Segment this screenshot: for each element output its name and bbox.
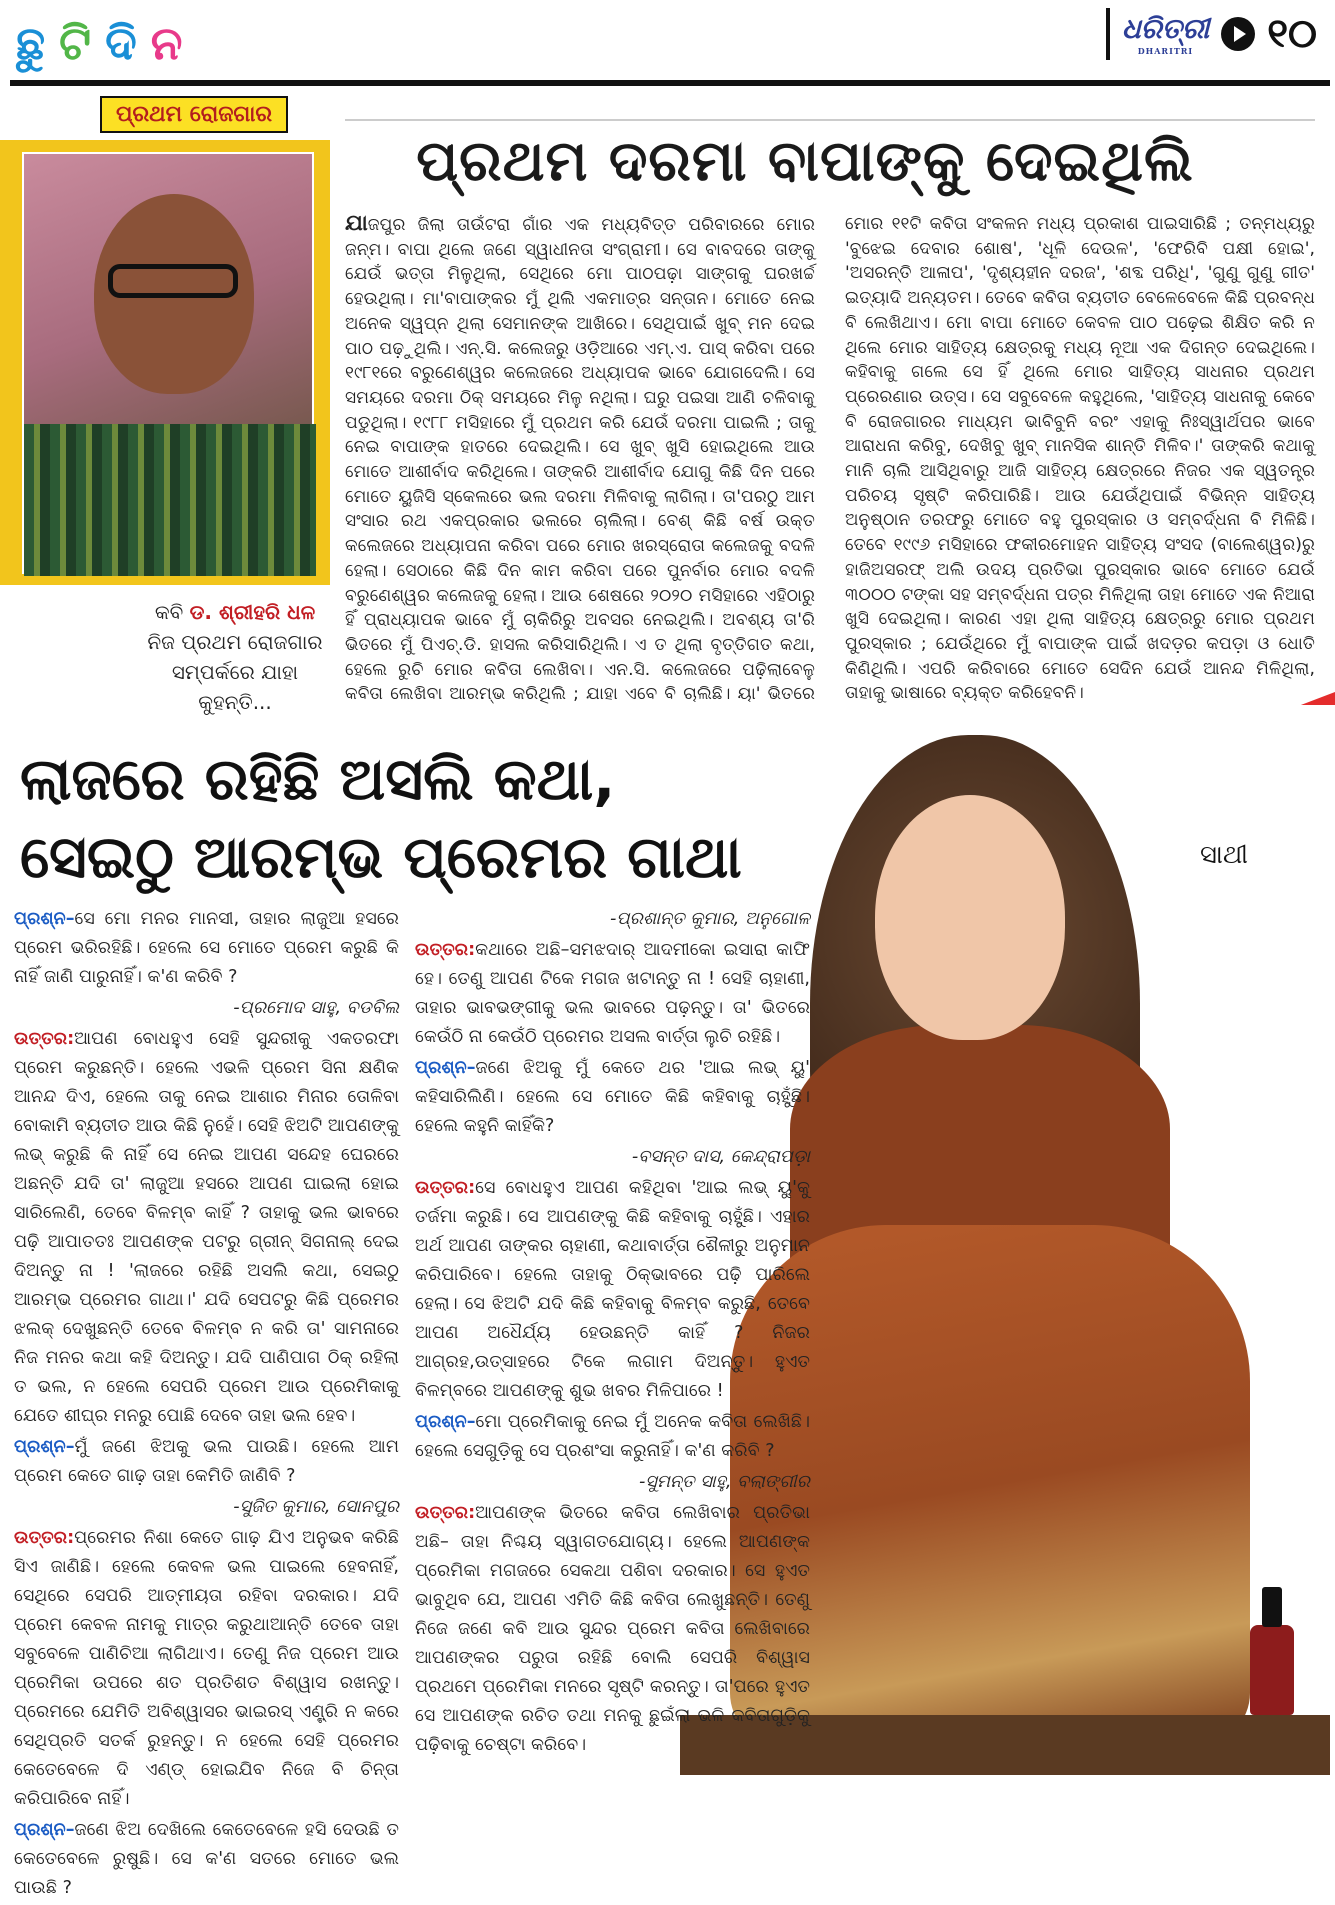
qa-column-left xyxy=(14,905,399,1905)
question xyxy=(415,1408,810,1466)
drop-cap: ଯା xyxy=(345,211,368,236)
byline: ସାଥୀ xyxy=(1200,840,1248,870)
headline-rule xyxy=(345,119,1315,121)
question xyxy=(14,1433,399,1491)
photo-glasses xyxy=(108,264,238,298)
question xyxy=(415,1054,810,1141)
reader-attribution: -ବସନ୍ତ ଦାସ, କେନ୍ଦ୍ରାପଡ଼ା xyxy=(631,1147,810,1167)
answer xyxy=(415,1174,810,1406)
section-letter: ଛୁ xyxy=(16,16,46,70)
answer-label: ଉତ୍ତର: xyxy=(14,1528,75,1548)
question-label: ପ୍ରଶ୍ନ– xyxy=(14,909,75,929)
qa-headline xyxy=(20,740,840,896)
author-photo xyxy=(22,152,314,574)
answer xyxy=(415,936,810,1052)
section-letter: ଟି xyxy=(59,16,92,70)
play-icon xyxy=(1221,17,1255,51)
photo-face xyxy=(875,795,1065,1040)
publication-block xyxy=(1106,8,1317,60)
publication-sub: DHARITRI xyxy=(1137,46,1194,56)
question-label: ପ୍ରଶ୍ନ– xyxy=(14,1820,75,1840)
section-letter: ନ xyxy=(150,16,183,70)
answer xyxy=(14,1025,399,1431)
reader-attribution: -ପ୍ରଶାନ୍ତ କୁମାର, ଅନୁଗୋଳ xyxy=(610,909,810,929)
answer xyxy=(415,1499,810,1760)
reader-attribution: -ସୁମନ୍ତ ସାହୁ, ବଲାଙ୍ଗୀର xyxy=(638,1472,810,1492)
headline-line-1: ଲାଜରେ ରହିଛି ଅସଲି କଥା, xyxy=(20,745,616,813)
answer-text: କଥାରେ ଅଛି–ସମଝଦାର୍ ଆଦମୀକୋ ଇସାରା କାଫି ହେ। ତେଣୁ ଆପଣ ଟିକେ ମଗଜ ଖଟାନ୍ତୁ ନା ! ସେହି ଚାହାଣୀ, ତାହାର ଭାବଭଙ୍ଗୀକୁ ଭଲ ଭାବରେ ପଢ଼ନ୍ତୁ। ତା' ଭିତରେ କେଉଁଠି ନା କେଉଁଠି ପ୍ରେମର ଅସଲ ବାର୍ତ୍ତା ଲୁଚି ରହିଛି। xyxy=(415,940,810,1047)
question xyxy=(14,905,399,992)
question-label: ପ୍ରଶ୍ନ– xyxy=(415,1412,476,1432)
question-text: ଜଣେ ଝିଅ ଦେଖିଲେ କେତେବେଳେ ହସି ଦେଉଛି ତ କେତେବେଳେ ରୁଷୁଛି। ସେ କ'ଣ ସତରେ ମୋତେ ଭଲ ପାଉଛି ? xyxy=(14,1820,399,1898)
answer-label: ଉତ୍ତର: xyxy=(14,1029,75,1049)
story-first-salary xyxy=(0,92,1335,732)
question-text: ମୋ ପ୍ରେମିକାକୁ ନେଇ ମୁଁ ଅନେକ କବିତା ଲେଖିଛି। ହେଲେ ସେଗୁଡ଼ିକୁ ସେ ପ୍ରଶଂସା କରୁନାହିଁ। କ'ଣ କରିବି ? xyxy=(415,1412,810,1461)
question-label: ପ୍ରଶ୍ନ– xyxy=(14,1437,75,1457)
answer xyxy=(14,1524,399,1814)
answer-text: ଆପଣ ବୋଧହୁଏ ସେହି ସୁନ୍ଦରୀକୁ ଏକତରଫା ପ୍ରେମ କରୁଛନ୍ତି। ହେଲେ ଏଭଳି ପ୍ରେମ ସିନା କ୍ଷଣିକ ଆନନ୍ଦ ଦିଏ, ହେଲେ ତାକୁ ନେଇ ଆଶାର ମିନାର ତୋଳିବା ବୋକାମି ବ୍ୟତୀତ ଆଉ କିଛି ନୁହେଁ। ସେହି ଝିଅଟି ଆପଣଙ୍କୁ ଲଭ୍ କରୁଛି କି ନାହିଁ ସେ ନେଇ ଆପଣ ସନ୍ଦେହ ଘେରରେ ଅଛନ୍ତି ଯଦି ତା' ଲାଜୁଆ ହସରେ ଆପଣ ଘାଇଲା ହୋଇ ସାରିଲେଣି, ତେବେ ବିଳମ୍ବ କାହିଁ ? ତାହାକୁ ଭଲ ଭାବରେ ପଢ଼ି ଆପାତତଃ ଆପଣଙ୍କ ପଟରୁ ଗ୍ରୀନ୍ ସିଗନାଲ୍ ଦେଇ ଦିଅନ୍ତୁ ନା ! 'ଲାଜରେ ରହିଛି ଅସଲି କଥା, ସେଇଠୁ ଆରମ୍ଭ ପ୍ରେମର ଗାଥା।' ଯଦି ସେପଟରୁ କିଛି ପ୍ରେମର ଝଲକ୍ ଦେଖୁଛନ୍ତି ତେବେ ବିଳମ୍ବ ନ କରି ତା' ସାମନାରେ ନିଜ ମନର କଥା କହି ଦିଅନ୍ତୁ। ଯଦି ପାଣିପାଗ ଠିକ୍ ରହିଲା ତ ଭଲ, ନ ହେଲେ ସେପରି ପ୍ରେମ ଆଉ ପ୍ରେମିକାକୁ ଯେତେ ଶୀଘ୍ର ମନରୁ ପୋଛି ଦେବେ ତାହା ଭଲ ହେବ। xyxy=(14,1029,399,1426)
question-text: ଜଣେ ଝିଅକୁ ମୁଁ କେତେ ଥର 'ଆଇ ଲଭ୍ ୟୁ' କହିସାରିଲିଣି। ହେଲେ ସେ ମୋତେ କିଛି କହିବାକୁ ଚାହୁଁଛି। ହେଲେ କହୁନି କାହିଁକି? xyxy=(415,1058,810,1136)
divider xyxy=(1106,8,1110,60)
answer-text: ପ୍ରେମର ନିଶା କେତେ ଗାଢ଼ ଯିଏ ଅନୁଭବ କରିଛି ସିଏ ଜାଣିଛି। ହେଲେ କେବଳ ଭଲ ପାଇଲେ ହେବନାହିଁ, ସେଥିରେ ସେପରି ଆତ୍ମୀୟତା ରହିବା ଦରକାର। ଯଦି ପ୍ରେମ କେବଳ ନାମକୁ ମାତ୍ର କରୁଥାଆନ୍ତି ତେବେ ତାହା ସବୁବେଳେ ପାଣିଚିଆ ଲାଗିଥାଏ। ତେଣୁ ନିଜ ପ୍ରେମ ଆଉ ପ୍ରେମିକା ଉପରେ ଶତ ପ୍ରତିଶତ ବିଶ୍ୱାସ ରଖନ୍ତୁ। ପ୍ରେମରେ ଯେମିତି ଅବିଶ୍ୱାସର ଭାଇରସ୍ ଏଣ୍ଟ୍ରି ନ କରେ ସେଥିପ୍ରତି ସତର୍କ ରୁହନ୍ତୁ। ନ ହେଲେ ସେହି ପ୍ରେମର କେତେବେଳେ ଦି ଏଣ୍ଡ୍ ହୋଇଯିବ ନିଜେ ବି ଚିନ୍ତା କରିପାରିବେ ନାହିଁ। xyxy=(14,1528,399,1809)
reader-attribution: -ସୁଜିତ କୁମାର, ସୋନପୁର xyxy=(233,1497,399,1517)
section-title xyxy=(10,8,188,78)
answer-label: ଉତ୍ତର: xyxy=(415,1178,476,1198)
answer-label: ଉତ୍ତର: xyxy=(415,940,476,960)
reader-attribution: -ପ୍ରମୋଦ ସାହୁ, ବଡବିଲ xyxy=(233,998,399,1018)
section-letter: ଦି xyxy=(105,16,137,70)
nail-polish-bottle xyxy=(1250,1625,1294,1715)
page-number: ୧୦ xyxy=(1267,11,1317,57)
story-text: ଜପୁର ଜିଲା ତାଉଁଟରା ଗାଁର ଏକ ମଧ୍ୟବିତ୍ତ ପରିବାରରେ ମୋର ଜନ୍ମ। ବାପା ଥିଲେ ଜଣେ ସ୍ୱାଧୀନତା ସଂଗ୍ରାମୀ। ସେ ବାବଦରେ ତାଙ୍କୁ ଯେଉଁ ଭତ୍ତା ମିଳୁଥିଲା, ସେଥିରେ ମୋ ପାଠପଢ଼ା ସାଙ୍ଗକୁ ଘରଖର୍ଚ୍ଚ ହେଉଥିଲା। ମା'ବାପାଙ୍କର ମୁଁ ଥିଲି ଏକମାତ୍ର ସନ୍ତାନ। ମୋତେ ନେଇ ଅନେକ ସ୍ୱପ୍ନ ଥିଲା ସେମାନଙ୍କ ଆଖିରେ। ସେଥିପାଇଁ ଖୁବ୍ ମନ ଦେଇ ପାଠ ପଢ଼ୁଥିଲି। ଏନ୍.ସି. କଲେଜରୁ ଓଡ଼ିଆରେ ଏମ୍.ଏ. ପାସ୍ କରିବା ପରେ ୧୯୮୧ରେ ବରୁଣେଶ୍ୱର କଲେଜରେ ଅଧ୍ୟାପକ ଭାବେ ଯୋଗଦେଲି। ସେ ସମୟରେ ଦରମା ଠିକ୍ ସମୟରେ ମିଳୁ ନଥିଲା। ଘରୁ ପଇସା ଆଣି ଚଳିବାକୁ ପଡୁଥିଲା। ୧୯୮୮ ମସିହାରେ ମୁଁ ପ୍ରଥମ କରି ଯେଉଁ ଦରମା ପାଇଲି ; ତାକୁ ନେଇ ବାପାଙ୍କ ହାତରେ ଦେଇଥିଲି। ସେ ଖୁବ୍ ଖୁସି ହୋଇଥିଲେ ଆଉ ମୋତେ ଆଶୀର୍ବାଦ କରିଥିଲେ। ତାଙ୍କରି ଆଶୀର୍ବାଦ ଯୋଗୁ କିଛି ଦିନ ପରେ ମୋତେ ୟୁଜିସି ସ୍କେଲରେ ଭଲ ଦରମା ମିଳିବାକୁ ଲାଗିଲା। ତା'ପରଠୁ ଆମ ସଂସାର ରଥ ଏକପ୍ରକାର ଭଲରେ ଚାଲିଲା। ବେଶ୍ କିଛି ବର୍ଷ ଉକ୍ତ କଲେଜରେ ଅଧ୍ୟାପନା କରିବା ପରେ ମୋର ଖରସ୍ରୋତା କଲେଜକୁ ବଦଳି ହେଲା। ସେଠାରେ କିଛି ଦିନ କାମ କରିବା ପରେ ପୁନର୍ବାର ମୋର ବଦଳି ବରୁଣେଶ୍ୱର କଲେଜକୁ ହେଲା। ଆଉ ଶେଷରେ ୨୦୨୦ ମସିହାରେ ଏହିଠାରୁ ହିଁ ପ୍ରାଧ୍ୟାପକ ଭାବେ ମୁଁ ଚାକିରିରୁ ଅବସର ନେଇଥିଲି। ଅବଶ୍ୟ ତା'ରି ଭିତରେ ମୁଁ ପିଏଚ୍.ଡି. ହାସଲ କରିସାରିଥିଲି। ଏ ତ ଥିଲା ବୃତ୍ତିଗତ କଥା, ହେଲେ ରୁଚି ମୋର କବିତା ଲେଖିବା। ଏନ.ସି. କଲେଜରେ ପଢ଼ିଲାବେଳୁ କବିତା ଲେଖିବା ଆରମ୍ଭ କରିଥିଲି ; ଯାହା ଏବେ ବି ଚାଲିଛି। ୟା' ଭିତରେ ମୋର ୧୧ଟି କବିତା ସଂକଳନ ମଧ୍ୟ ପ୍ରକାଶ ପାଇସାରିଛି ; ତନ୍ମଧ୍ୟରୁ 'ବୁଝେଇ ଦେବାର ଶୋଷ', 'ଧୂଳି ଦେଉଳ', 'ଫେରିବି ପକ୍ଷୀ ହୋଇ', 'ଅସରନ୍ତି ଆଳାପ', 'ଦୃଶ୍ୟହୀନ ଦରଜ', 'ଶବ୍ଦ ପରିଧି', 'ଗୁଣୁ ଗୁଣୁ ଗୀତ' ଇତ୍ୟାଦି ଅନ୍ୟତମ। ତେବେ କବିତା ବ୍ୟତୀତ ବେଳେବେଳେ କିଛି ପ୍ରବନ୍ଧ ବି ଲେଖିଥାଏ। ମୋ ବାପା ମୋତେ କେବଳ ପାଠ ପଢ଼େଇ ଶିକ୍ଷିତ କରି ନ ଥିଲେ ମୋର ସାହିତ୍ୟ କ୍ଷେତ୍ରକୁ ମଧ୍ୟ ନୂଆ ଏକ ଦିଗନ୍ତ ଦେଇଥିଲେ। କହିବାକୁ ଗଲେ ସେ ହିଁ ଥିଲେ ମୋର ସାହିତ୍ୟ ସାଧନାର ପ୍ରଥମ ପ୍ରେରଣାର ଉତ୍ସ। ସେ ସବୁବେଳେ କହୁଥିଲେ, 'ସାହିତ୍ୟ ସାଧନାକୁ କେବେ ବି ରୋଜଗାରର ମାଧ୍ୟମ ଭାବିବୁନି ବରଂ ଏହାକୁ ନିଃସ୍ୱାର୍ଥପର ଭାବେ ଆରାଧନା କରିବୁ, ଦେଖିବୁ ଖୁବ୍ ମାନସିକ ଶାନ୍ତି ମିଳିବ।' ତାଙ୍କରି କଥାକୁ ମାନି ଚାଲି ଆସିଥିବାରୁ ଆଜି ସାହିତ୍ୟ କ୍ଷେତ୍ରରେ ନିଜର ଏକ ସ୍ୱତନ୍ତ୍ର ପରିଚୟ ସୃଷ୍ଟି କରିପାରିଛି। ଆଉ ଯେଉଁଥିପାଇଁ ବିଭିନ୍ନ ସାହିତ୍ୟ ଅନୁଷ୍ଠାନ ତରଫରୁ ମୋତେ ବହୁ ପୁରସ୍କାର ଓ ସମ୍ବର୍ଦ୍ଧନା ବି ମିଳିଛି। ତେବେ ୧୯୯୬ ମସିହାରେ ଫକୀରମୋହନ ସାହିତ୍ୟ ସଂସଦ (ବାଲେଶ୍ୱର)ରୁ ହାଜିଅସରଫ୍ ଅଲି ଉଦୟ ପ୍ରତିଭା ପୁରସ୍କାର ଭାବେ ମୋତେ ଯେଉଁ ୩୦୦୦ ଟଙ୍କା ସହ ସମ୍ବର୍ଦ୍ଧନା ପତ୍ର ମିଳିଥିଲା ତାହା ମୋତେ ଏକ ନିଆରା ଖୁସି ଦେଇଥିଲା। କାରଣ ଏହା ଥିଲା ସାହିତ୍ୟ କ୍ଷେତ୍ରରୁ ମୋର ପ୍ରଥମ ପୁରସ୍କାର ; ଯେଉଁଥିରେ ମୁଁ ବାପାଙ୍କ ପାଇଁ ଖଦଡ଼ର କପଡ଼ା ଓ ଧୋତି କିଣିଥିଲି। ଏପରି କରିବାରେ ମୋତେ ସେଦିନ ଯେଉଁ ଆନନ୍ଦ ମିଳିଥିଲା, ତାହାକୁ ଭାଷାରେ ବ୍ୟକ୍ତ କରିହେବନି। xyxy=(345,214,1315,705)
question-label: ପ୍ରଶ୍ନ– xyxy=(415,1058,476,1078)
caption-text: ନିଜ ପ୍ରଥମ ରୋଜଗାର ସମ୍ପର୍କରେ ଯାହା କୁହନ୍ତି... xyxy=(147,630,323,714)
question-text: ସେ ମୋ ମନର ମାନସୀ, ତାହାର ଲାଜୁଆ ହସରେ ପ୍ରେମ ଭରିରହିଛି। ହେଲେ ସେ ମୋତେ ପ୍ରେମ କରୁଛି କି ନାହିଁ ଜାଣି ପାରୁନାହିଁ। କ'ଣ କରିବି ? xyxy=(14,909,399,987)
page-header xyxy=(0,0,1335,92)
photo-caption xyxy=(140,597,330,717)
header-rule xyxy=(10,80,1330,86)
answer-text: ସେ ବୋଧହୁଏ ଆପଣ କହିଥିବା 'ଆଇ ଲଭ୍ ୟୁ'କୁ ତର୍ଜମା କରୁଛି। ସେ ଆପଣଙ୍କୁ କିଛି କହିବାକୁ ଚାହୁଁଛି। ଏହାର ଅର୍ଥ ଆପଣ ତାଙ୍କର ଚାହାଣୀ, କଥାବାର୍ତ୍ତା ଶୈଳୀରୁ ଅନୁମାନ କରିପାରିବେ। ହେଲେ ତାହାକୁ ଠିକ୍‌ଭାବରେ ପଢ଼ି ପାରିଲେ ହେଲା। ସେ ଝିଅଟି ଯଦି କିଛି କହିବାକୁ ବିଳମ୍ବ କରୁଛି, ତେବେ ଆପଣ ଅଧୈର୍ଯ୍ୟ ହେଉଛନ୍ତି କାହିଁ ? ନିଜର ଆଗ୍ରହ,ଉତ୍ସାହରେ ଟିକେ ଲଗାମ ଦିଅନ୍ତୁ। ହୁଏତ ବିଳମ୍ବରେ ଆପଣଙ୍କୁ ଶୁଭ ଖବର ମିଳିପାରେ ! xyxy=(415,1178,810,1401)
story-headline: ପ୍ରଥମ ଦରମା ବାପାଙ୍କୁ ଦେଇଥିଲି xyxy=(416,129,1194,194)
story-tag: ପ୍ରଥମ ରୋଜଗାର xyxy=(100,96,288,133)
caption-name: ଡ. ଶ୍ରୀହରି ଧଳ xyxy=(189,600,316,624)
publication-name: ଧରିତ୍ରୀ xyxy=(1121,12,1210,45)
answer-label: ଉତ୍ତର: xyxy=(415,1503,476,1523)
headline-line-2: ସେଇଠୁ ଆରମ୍ଭ ପ୍ରେମର ଗାଥା xyxy=(20,823,742,891)
caption-prefix: କବି xyxy=(154,600,190,624)
question xyxy=(14,1816,399,1903)
qa-column-right xyxy=(415,905,810,1762)
photo-shirt xyxy=(24,424,316,576)
answer-text: ଆପଣଙ୍କ ଭିତରେ କବିତା ଲେଖିବାର ପ୍ରତିଭା ଅଛି– ତାହା ନିଶ୍ଚୟ ସ୍ୱାଗତଯୋଗ୍ୟ। ହେଲେ ଆପଣଙ୍କ ପ୍ରେମିକା ମଗଜରେ ସେକଥା ପଶିବା ଦରକାର। ସେ ହୁଏତ ଭାବୁଥିବ ଯେ, ଆପଣ ଏମିତି କିଛି କବିତା ଲେଖୁଛନ୍ତି। ତେଣୁ ନିଜେ ଜଣେ କବି ଆଉ ସୁନ୍ଦର ପ୍ରେମ କବିତା ଲେଖିବାରେ ଆପଣଙ୍କର ପରୁତା ରହିଛି ବୋଲି ସେପରି ବିଶ୍ୱାସ ପ୍ରଥମେ ପ୍ରେମିକା ମନରେ ସୃଷ୍ଟି କରନ୍ତୁ। ତା'ପରେ ହୁଏତ ସେ ଆପଣଙ୍କ ରଚିତ ତଥା ମନକୁ ଛୁଇଁଲା ଭଳି କବିତାଗୁଡ଼ିକୁ ପଢ଼ିବାକୁ ଚେଷ୍ଟା କରିବେ। xyxy=(415,1503,810,1755)
question-text: ମୁଁ ଜଣେ ଝିଅକୁ ଭଲ ପାଉଛି। ହେଲେ ଆମ ପ୍ରେମ କେତେ ଗାଢ଼ ତାହା କେମିତି ଜାଣିବି ? xyxy=(14,1437,399,1486)
story-body xyxy=(345,212,1315,722)
publication-logo xyxy=(1122,12,1209,56)
